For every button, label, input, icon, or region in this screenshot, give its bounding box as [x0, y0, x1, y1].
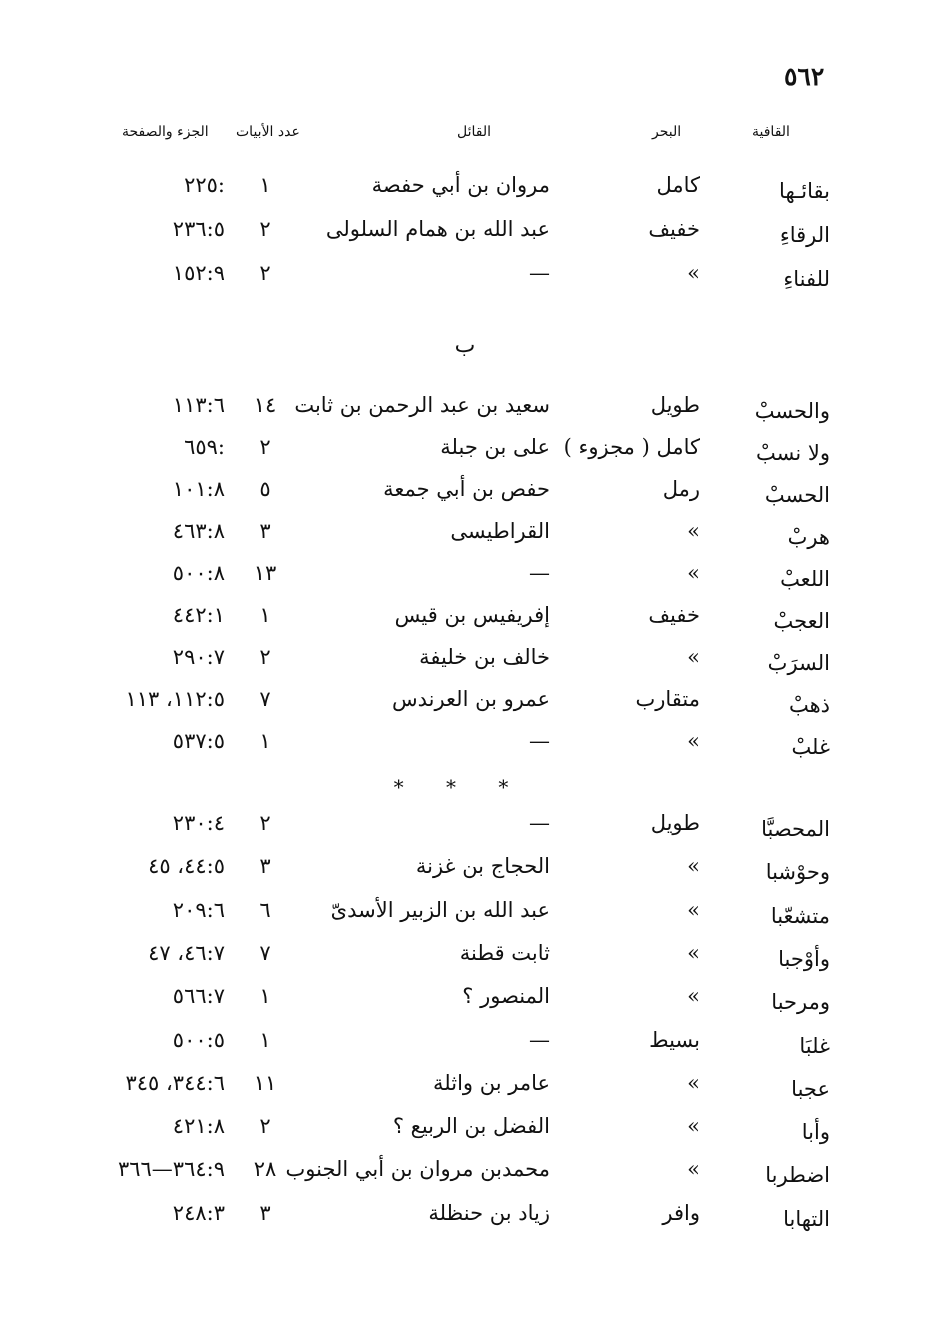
verse-count: ٣	[259, 1200, 271, 1225]
meter-name: »	[687, 897, 700, 922]
table-row	[0, 1154, 926, 1194]
poet-name: عبد الله بن همام السلولى	[325, 217, 550, 241]
rhyme-word: وأوْجبا	[778, 946, 830, 971]
poet-name: إفريفيس بن قيس	[394, 603, 550, 627]
poet-name: خالف بن خليفة	[419, 645, 550, 669]
table-row	[0, 851, 926, 891]
meter-name: »	[687, 1114, 700, 1139]
meter-name: خفيف	[648, 603, 700, 627]
poet-name: عبد الله بن الزبير الأسدىّ	[330, 897, 550, 922]
rhyme-word: اضطربا	[765, 1163, 830, 1188]
meter-name: »	[687, 519, 700, 543]
volume-page-ref: ٤٦٣:٨	[172, 519, 225, 543]
rhyme-word: التهابا	[783, 1206, 830, 1231]
meter-name: بسيط	[649, 1027, 700, 1052]
volume-page-ref: ٥٠٠:٨	[172, 561, 225, 585]
table-row	[0, 474, 926, 514]
volume-page-ref: ٢٢٥:	[184, 173, 225, 197]
table-row	[0, 1111, 926, 1151]
rhyme-word: والحسبْ	[754, 399, 830, 423]
table-row	[0, 1025, 926, 1065]
meter-name: »	[687, 940, 700, 965]
table-row	[0, 258, 926, 298]
volume-page-ref: ٥٣٧:٥	[172, 729, 225, 753]
verse-count: ١٣	[253, 561, 277, 585]
rhyme-word: السرَبْ	[767, 651, 830, 675]
poet-name: حفص بن أبي جمعة	[383, 477, 550, 501]
verse-count: ٥	[259, 477, 271, 501]
table-row	[0, 432, 926, 472]
verse-count: ٧	[259, 940, 271, 965]
rhyme-word: متشعّبا	[770, 903, 830, 928]
verse-count: ١	[259, 173, 271, 197]
rhyme-word: اللعبْ	[780, 567, 830, 591]
table-row	[0, 642, 926, 682]
meter-name: »	[687, 261, 700, 285]
rhyme-word: الحسبْ	[764, 483, 830, 507]
meter-name: »	[687, 729, 700, 753]
volume-page-ref: ٦٥٩:	[184, 435, 225, 459]
meter-name: »	[687, 645, 700, 669]
volume-page-ref: ٤٤٢:١	[172, 603, 225, 627]
rhyme-word: الرقاءِ	[779, 223, 830, 247]
volume-page-ref: ٣٤٤:٦، ٣٤٥	[125, 1070, 225, 1095]
rhyme-word: المحصبَّا	[761, 817, 830, 841]
section-separator: * * *	[393, 775, 527, 799]
volume-page-ref: ٢٩٠:٧	[172, 645, 225, 669]
header-ref: الجزء والصفحة	[122, 124, 209, 140]
meter-name: طويل	[650, 811, 700, 835]
verse-count: ٢	[259, 645, 271, 669]
table-row	[0, 1198, 926, 1238]
meter-name: متقارب	[635, 687, 700, 711]
rhyme-word: وأبا	[801, 1120, 830, 1145]
poet-name: —	[529, 1027, 550, 1052]
verse-count: ١٤	[253, 393, 277, 417]
poet-name: —	[529, 261, 550, 285]
volume-page-ref: ٤٢١:٨	[172, 1114, 225, 1139]
verse-count: ٢	[259, 435, 271, 459]
table-row	[0, 516, 926, 556]
header-rhyme: القافية	[752, 124, 790, 140]
page-number: ٥٦٢	[784, 62, 825, 91]
poet-name: عمرو بن العرندس	[391, 687, 550, 711]
volume-page-ref: ١١٢:٥، ١١٣	[125, 687, 225, 711]
meter-name: رمل	[662, 477, 700, 501]
verse-count: ٢	[259, 1114, 271, 1139]
verse-count: ٢	[259, 217, 271, 241]
verse-count: ٢	[259, 811, 271, 835]
rhyme-word: هربْ	[787, 525, 830, 549]
header-count: عدد الأبيات	[236, 124, 300, 140]
table-row	[0, 214, 926, 254]
volume-page-ref: ١١٣:٦	[172, 393, 225, 417]
poet-name: عامر بن واثلة	[433, 1070, 550, 1095]
volume-page-ref: ٤٤:٥، ٤٥	[148, 854, 225, 879]
volume-page-ref: ١٥٢:٩	[172, 261, 225, 285]
poet-name: سعيد بن عبد الرحمن بن ثابت	[294, 393, 550, 417]
meter-name: كامل	[656, 173, 700, 197]
table-row	[0, 558, 926, 598]
meter-name: وافر	[662, 1200, 700, 1225]
table-row	[0, 684, 926, 724]
poet-name: —	[529, 561, 550, 585]
verse-count: ١١	[253, 1070, 277, 1095]
meter-name: »	[687, 984, 700, 1009]
table-row	[0, 600, 926, 640]
rhyme-word: غلبَا	[799, 1033, 830, 1058]
volume-page-ref: ٢٠٩:٦	[172, 897, 225, 922]
poet-name: ثابت قطنة	[459, 940, 550, 965]
meter-name: »	[687, 1070, 700, 1095]
rhyme-word: ولا نسبْ	[756, 441, 830, 465]
verse-count: ٧	[259, 687, 271, 711]
poet-name: الحجاج بن غزنة	[415, 854, 550, 879]
table-row	[0, 895, 926, 935]
meter-name: خفيف	[648, 217, 700, 241]
meter-name: طويل	[650, 393, 700, 417]
poet-name: محمدبن مروان بن أبي الجنوب	[285, 1157, 550, 1182]
volume-page-ref: ٥٠٠:٥	[172, 1027, 225, 1052]
meter-name: »	[687, 1157, 700, 1182]
verse-count: ١	[259, 729, 271, 753]
table-row	[0, 170, 926, 210]
verse-count: ٣	[259, 854, 271, 879]
poet-name: الفضل بن الربيع ؟	[392, 1114, 550, 1139]
volume-page-ref: ٢٤٨:٣	[172, 1200, 225, 1225]
poet-name: زياد بن حنظلة	[428, 1200, 550, 1225]
table-row	[0, 808, 926, 848]
rhyme-word: غلبْ	[791, 735, 830, 759]
verse-count: ١	[259, 984, 271, 1009]
header-poet: القائل	[457, 124, 492, 140]
poet-name: —	[529, 729, 550, 753]
verse-count: ٦	[259, 897, 271, 922]
rhyme-word: ذهبْ	[788, 693, 830, 717]
poet-name: على بن جبلة	[440, 435, 550, 459]
verse-count: ٢٨	[253, 1157, 277, 1182]
rhyme-word: بقائـها	[779, 179, 830, 203]
meter-name: »	[687, 561, 700, 585]
verse-count: ١	[259, 1027, 271, 1052]
verse-count: ١	[259, 603, 271, 627]
poet-name: —	[529, 811, 550, 835]
volume-page-ref: ١٠١:٨	[172, 477, 225, 501]
table-row	[0, 981, 926, 1021]
section-letter: ب	[454, 333, 476, 358]
rhyme-word: وحوْشبا	[765, 860, 830, 885]
meter-name: كامل ( مجزوء )	[563, 435, 700, 459]
verse-count: ٢	[259, 261, 271, 285]
meter-name: »	[687, 854, 700, 879]
poet-name: المنصور ؟	[462, 984, 550, 1009]
table-row	[0, 1068, 926, 1108]
volume-page-ref: ٤٦:٧، ٤٧	[148, 940, 225, 965]
table-row	[0, 938, 926, 978]
volume-page-ref: ٢٣٦:٥	[172, 217, 225, 241]
rhyme-word: ومرحبا	[771, 990, 830, 1015]
volume-page-ref: ٢٣٠:٤	[172, 811, 225, 835]
rhyme-word: للفناءِ	[783, 267, 830, 291]
rhyme-word: العجبْ	[773, 609, 830, 633]
poet-name: القراطيسى	[450, 519, 550, 543]
poet-name: مروان بن أبي حفصة	[371, 173, 550, 197]
volume-page-ref: ٣٦٤:٩—٣٦٦	[117, 1157, 225, 1182]
table-row	[0, 726, 926, 766]
table-row	[0, 390, 926, 430]
verse-count: ٣	[259, 519, 271, 543]
volume-page-ref: ٥٦٦:٧	[172, 984, 225, 1009]
header-meter: البحر	[652, 124, 682, 140]
rhyme-word: عجبا	[791, 1076, 830, 1101]
